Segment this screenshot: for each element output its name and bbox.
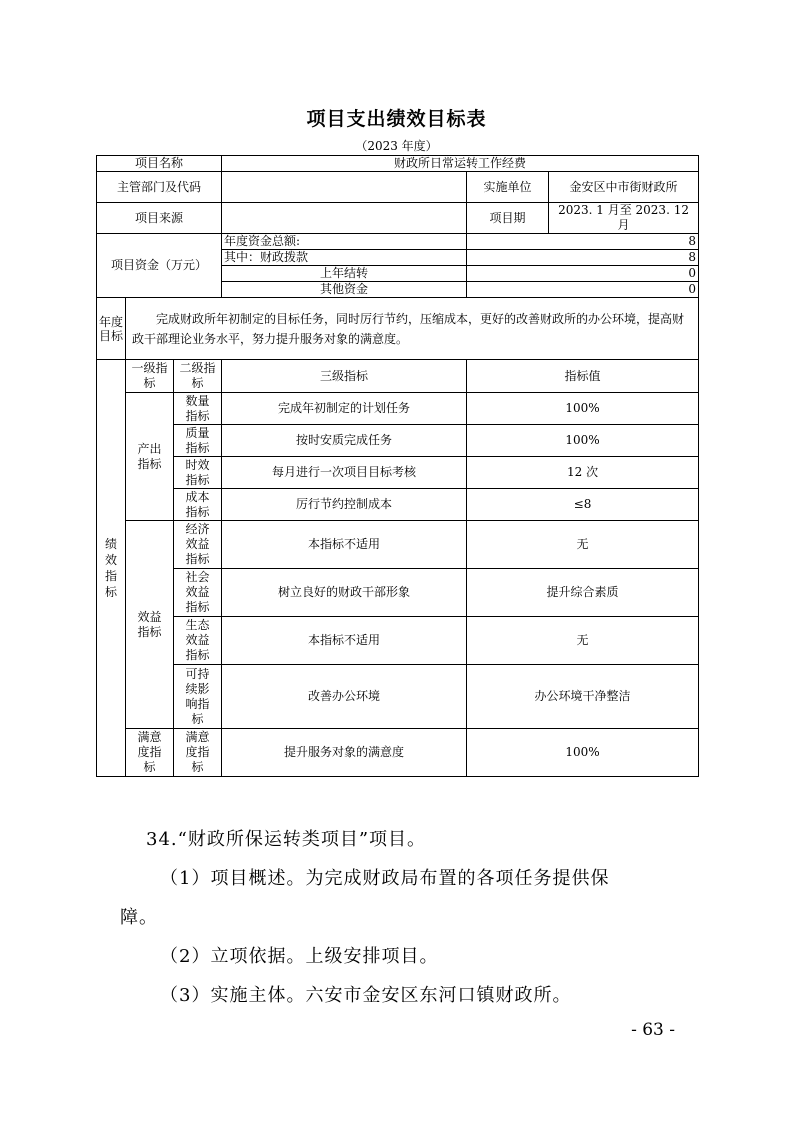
funds-total-label: 年度资金总额:: [222, 234, 467, 250]
value-cell: 无: [467, 617, 699, 665]
period-value: 2023. 1 月至 2023. 12 月: [549, 203, 699, 234]
level3-cell: 厉行节约控制成本: [222, 489, 467, 521]
impl-unit-label: 实施单位: [467, 172, 549, 203]
level3-cell: 本指标不适用: [222, 617, 467, 665]
level2-cell: 成本指标: [174, 489, 222, 521]
value-cell: ≤8: [467, 489, 699, 521]
funds-other-label: 其他资金: [222, 282, 467, 298]
funds-total-value: 8: [467, 234, 699, 250]
level3-cell: 树立良好的财政干部形象: [222, 569, 467, 617]
project-name-value: 财政所日常运转工作经费: [222, 156, 699, 172]
level2-cell: 时效指标: [174, 457, 222, 489]
header-value: 指标值: [467, 360, 699, 393]
body-paragraph-4: （3）实施主体。六安市金安区东河口镇财政所。: [160, 985, 572, 1006]
objective-label: 年度目标: [97, 298, 126, 360]
period-label: 项目期: [467, 203, 549, 234]
funds-fiscal-label: 其中：财政拨款: [222, 250, 467, 266]
level2-cell: 满意度指标: [174, 729, 222, 777]
level2-cell: 可持续影响指标: [174, 665, 222, 729]
source-label: 项目来源: [97, 203, 222, 234]
level3-cell: 按时安质完成任务: [222, 425, 467, 457]
performance-table: [96, 155, 699, 777]
group-output-label: 产出指标: [126, 393, 174, 521]
header-level1: 一级指标: [126, 360, 174, 393]
value-cell: 100%: [467, 425, 699, 457]
dept-value: [222, 172, 467, 203]
group-benefit-label: 效益指标: [126, 521, 174, 729]
level2-cell: 生态效益指标: [174, 617, 222, 665]
dept-label: 主管部门及代码: [97, 172, 222, 203]
funds-fiscal-value: 8: [467, 250, 699, 266]
header-level3: 三级指标: [222, 360, 467, 393]
body-paragraph-2-cont: 障。: [120, 907, 158, 928]
impl-unit-value: 金安区中市街财政所: [549, 172, 699, 203]
value-cell: 无: [467, 521, 699, 569]
level2-cell: 质量指标: [174, 425, 222, 457]
level2-cell: 经济效益指标: [174, 521, 222, 569]
value-cell: 办公环境干净整洁: [467, 665, 699, 729]
funds-carryover-value: 0: [467, 266, 699, 282]
level3-cell: 本指标不适用: [222, 521, 467, 569]
level2-cell: 社会效益指标: [174, 569, 222, 617]
objective-text: 完成财政所年初制定的目标任务，同时厉行节约，压缩成本，更好的改善财政所的办公环境，提高财政干部理论业务水平，努力提升服务对象的满意度。: [126, 298, 699, 360]
level2-cell: 数量指标: [174, 393, 222, 425]
page-number: - 63 -: [631, 1020, 675, 1040]
value-cell: 12 次: [467, 457, 699, 489]
level3-cell: 每月进行一次项目目标考核: [222, 457, 467, 489]
page-title: 项目支出绩效目标表: [306, 108, 487, 130]
level3-cell: 改善办公环境: [222, 665, 467, 729]
body-paragraph-3: （2）立项依据。上级安排项目。: [160, 946, 439, 967]
level3-cell: 提升服务对象的满意度: [222, 729, 467, 777]
body-paragraph-1: 34.“财政所保运转类项目”项目。: [146, 829, 427, 850]
header-level2: 二级指标: [174, 360, 222, 393]
level3-cell: 完成年初制定的计划任务: [222, 393, 467, 425]
funds-other-value: 0: [467, 282, 699, 298]
value-cell: 提升综合素质: [467, 569, 699, 617]
body-paragraph-2: （1）项目概述。为完成财政局布置的各项任务提供保: [160, 868, 610, 889]
value-cell: 100%: [467, 729, 699, 777]
source-value: [222, 203, 467, 234]
project-name-label: 项目名称: [97, 156, 222, 172]
funds-label: 项目资金（万元）: [97, 234, 222, 298]
perf-label: 绩效指标: [97, 360, 126, 777]
year-label: （2023 年度）: [355, 139, 438, 153]
group-satisfaction-label: 满意度指标: [126, 729, 174, 777]
value-cell: 100%: [467, 393, 699, 425]
funds-carryover-label: 上年结转: [222, 266, 467, 282]
